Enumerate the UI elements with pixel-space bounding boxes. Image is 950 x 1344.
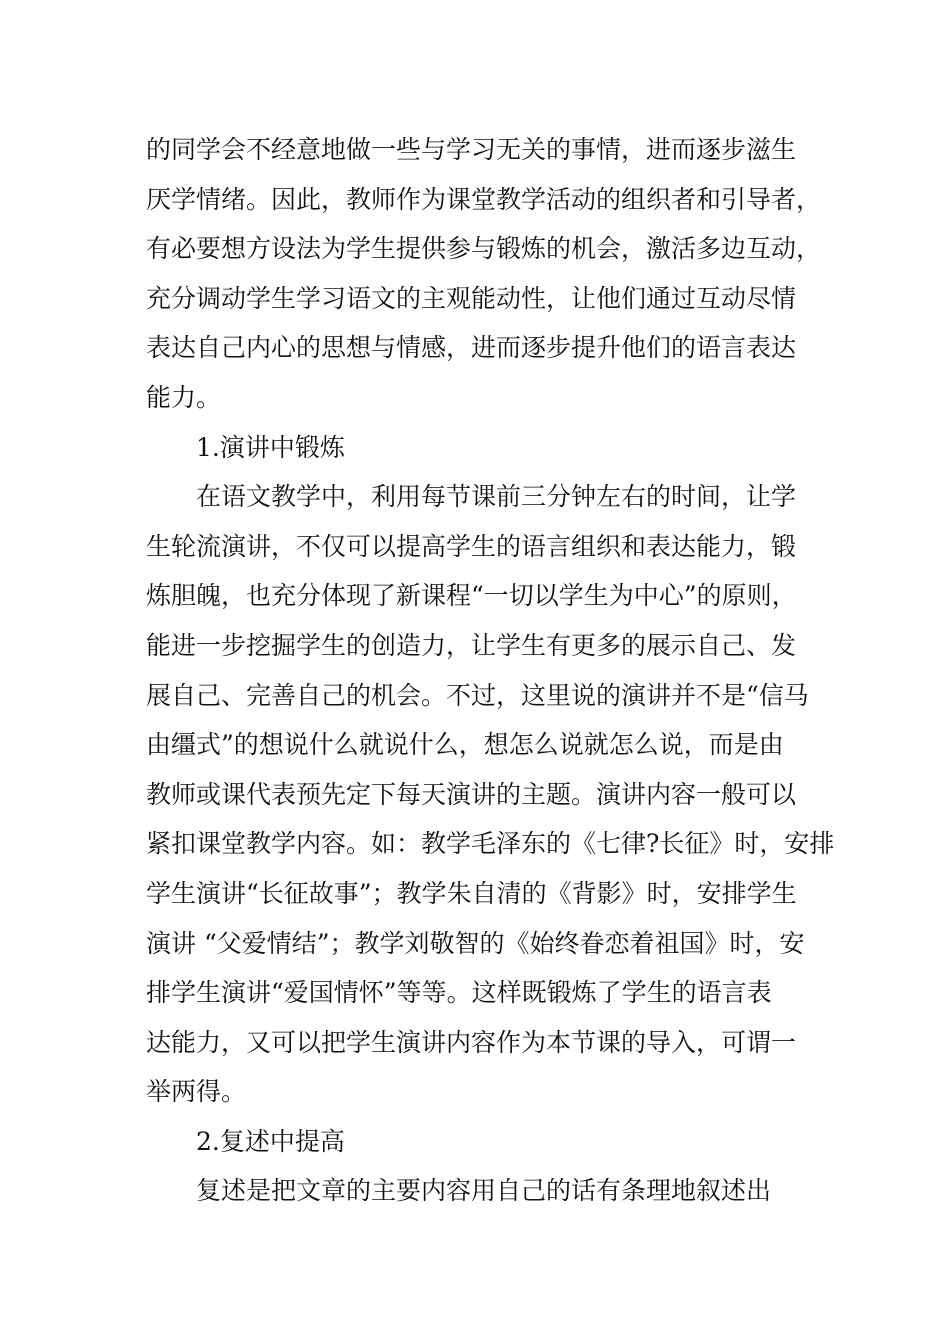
paragraph-start-line: 在语文教学中，利用每节课前三分钟左右的时间，让学: [196, 482, 797, 512]
section-heading: 2.复述中提高: [196, 1126, 345, 1156]
text-line: 的同学会不经意地做一些与学习无关的事情，进而逐步滋生: [146, 135, 797, 164]
text-line: 由缰式”的想说什么就说什么，想怎么说就怎么说，而是由: [146, 730, 784, 760]
text-line: 教师或课代表预先定下每天演讲的主题。演讲内容一般可以: [146, 779, 797, 809]
text-line: 举两得。: [146, 1077, 247, 1107]
text-line: 能进一步挖掘学生的创造力，让学生有更多的展示自己、发: [146, 630, 797, 660]
text-line: 展自己、完善自己的机会。不过，这里说的演讲并不是“信马: [146, 680, 809, 710]
text-line: 排学生演讲“爱国情怀”等等。这样既锻炼了学生的语言表: [146, 978, 772, 1008]
body-text: [146, 125, 835, 1216]
section-heading: 1.演讲中锻炼: [196, 432, 345, 462]
text-line: 演讲 “父爱情结”；教学刘敬智的《始终眷恋着祖国》时，安: [146, 928, 805, 958]
text-line: 炼胆魄，也充分体现了新课程“一切以学生为中心”的原则，: [146, 581, 797, 611]
text-line: 厌学情绪。因此，教师作为课堂教学活动的组织者和引导者，: [146, 184, 822, 214]
text-line: 有必要想方设法为学生提供参与锻炼的机会，激活多边互动，: [146, 234, 822, 264]
text-line: 达能力，又可以把学生演讲内容作为本节课的导入，可谓一: [146, 1027, 797, 1057]
text-line: 紧扣课堂教学内容。如：教学毛泽东的《七律?长征》时，安排: [146, 829, 835, 859]
text-line: 充分调动学生学习语文的主观能动性，让他们通过互动尽情: [146, 283, 797, 313]
paragraph-start-line: 复述是把文章的主要内容用自己的话有条理地叙述出: [196, 1176, 772, 1206]
text-line: 能力。: [146, 382, 222, 412]
text-line: 学生演讲“长征故事”；教学朱自清的《背影》时，安排学生: [146, 878, 797, 908]
text-line: 表达自己内心的思想与情感，进而逐步提升他们的语言表达: [146, 333, 797, 363]
text-line: 生轮流演讲，不仅可以提高学生的语言组织和表达能力，锻: [146, 531, 797, 561]
